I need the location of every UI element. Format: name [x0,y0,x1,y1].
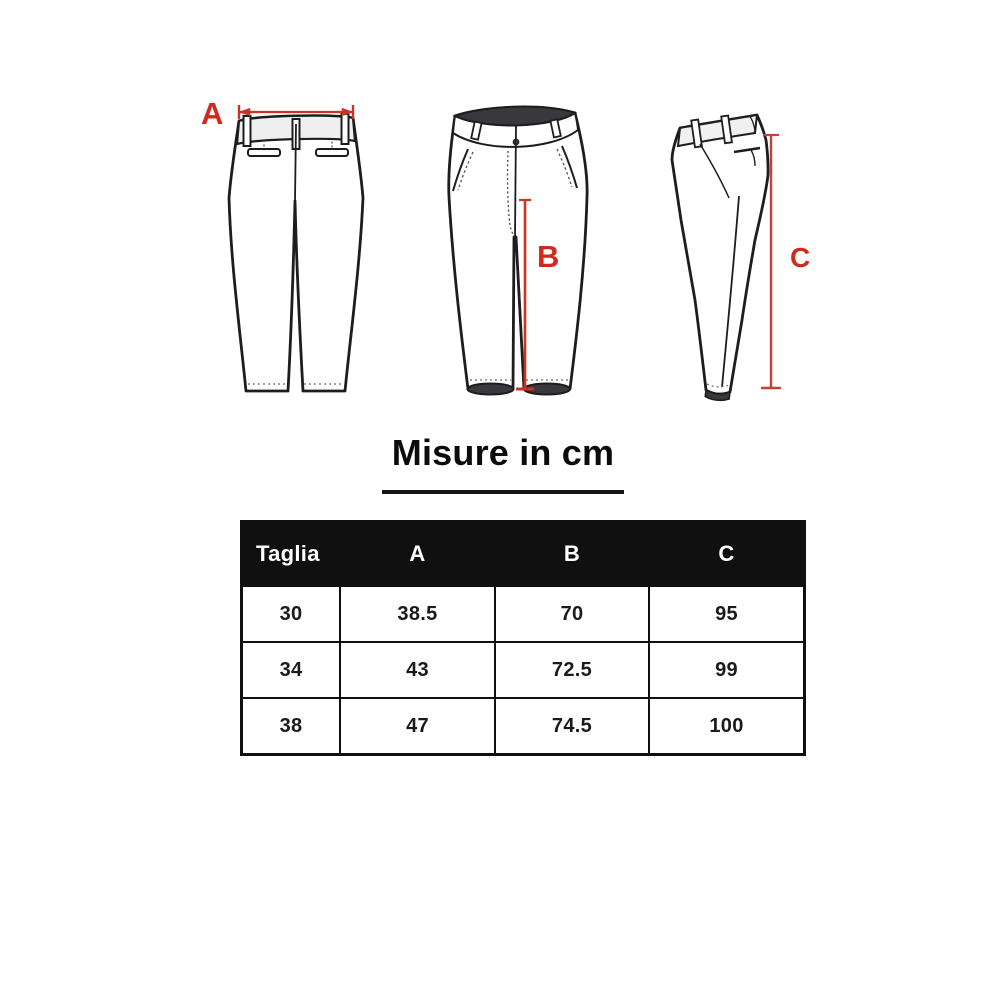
hem-interior [468,384,514,395]
center-back-seam [295,124,296,201]
table-header-c: C [650,523,803,585]
pants-front-silhouette [449,107,587,389]
center-front-seam [515,125,516,236]
measure-label-b: B [537,239,560,274]
belt-loop [244,116,251,146]
table-header-b: B [496,523,648,585]
title-underline [382,490,624,494]
measure-label-a: A [201,96,224,131]
table-cell-size: 30 [243,587,339,641]
table-cell-b: 70 [496,587,648,641]
section-title-block [3,432,1000,494]
table-cell-a: 47 [341,699,494,753]
back-pocket-welt [316,149,348,156]
measure-label-c: C [790,242,811,273]
table-cell-size: 38 [243,699,339,753]
belt-loop [342,114,349,144]
table-cell-b: 74.5 [496,699,648,753]
pants-back-view-drawing [195,85,440,415]
table-cell-c: 95 [650,587,803,641]
table-cell-b: 72.5 [496,643,648,697]
pants-side-view-drawing [655,108,790,408]
table-cell-a: 43 [341,643,494,697]
table-cell-c: 99 [650,643,803,697]
page-title: Misure in cm [391,432,615,473]
table-header-a: A [341,523,494,585]
size-table [240,520,806,756]
back-pocket-welt [248,149,280,156]
table-cell-size: 34 [243,643,339,697]
table-cell-a: 38.5 [341,587,494,641]
table-cell-c: 100 [650,699,803,753]
table-header-taglia: Taglia [243,523,339,585]
